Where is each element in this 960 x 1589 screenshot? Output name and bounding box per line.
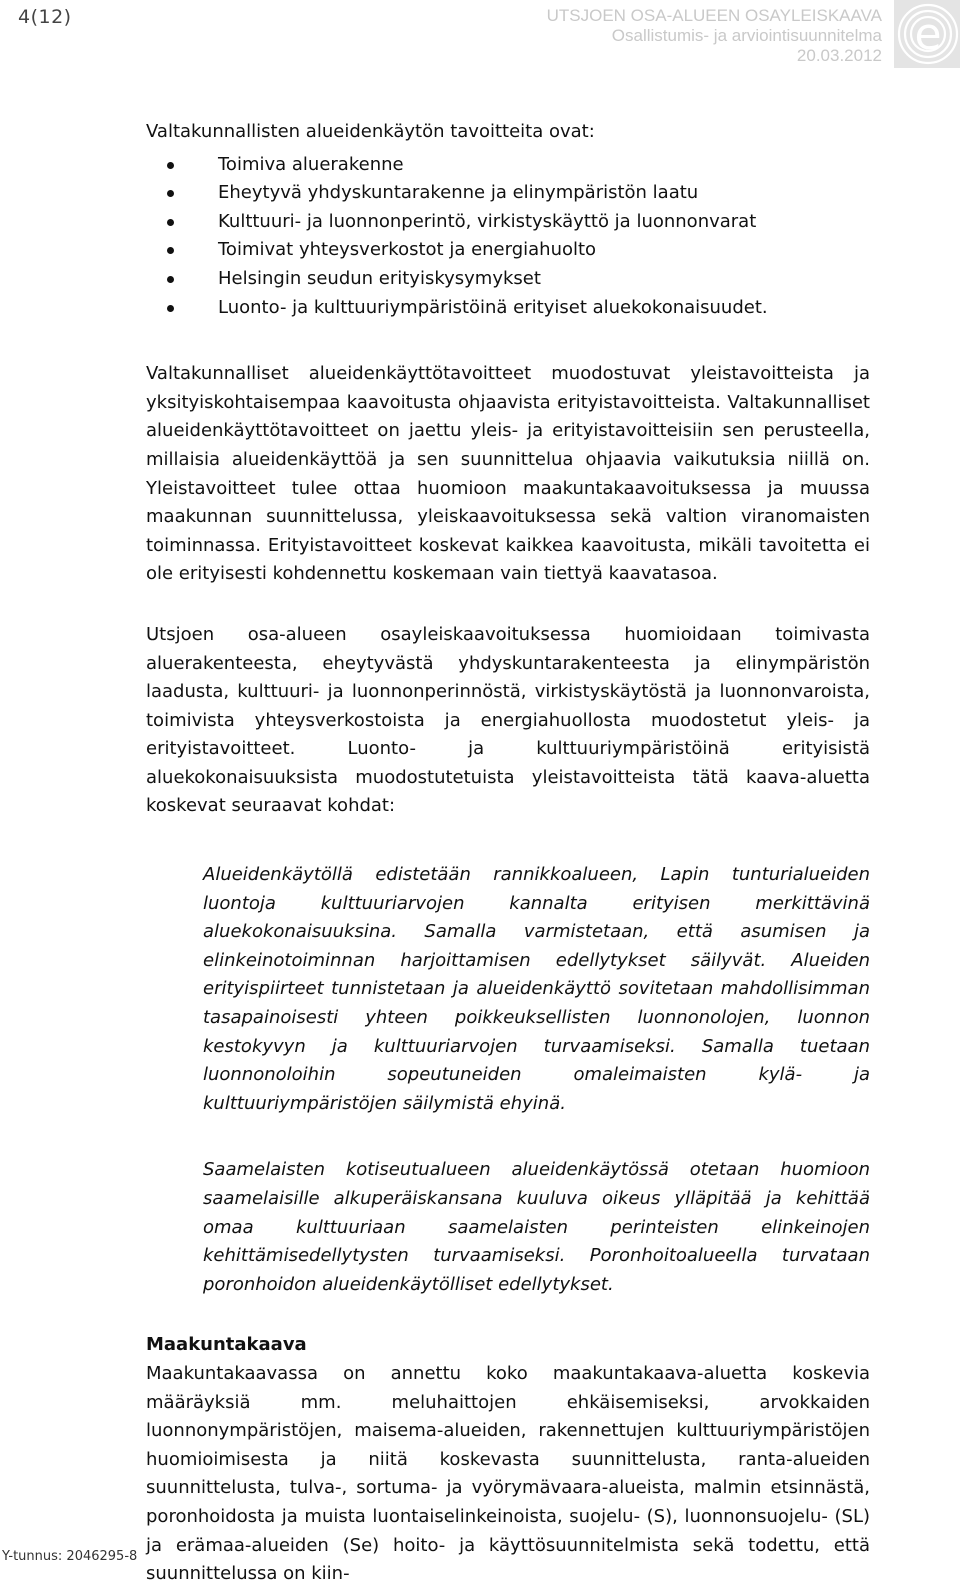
- paragraph-utsjoki-goals: Utsjoen osa-alueen osayleiskaavoituksessa huomioidaan toimivasta aluerakenteesta, eheytyvästä yhdyskuntarakenteesta ja elinympäristön laadusta, kulttuuri- ja luonnonperinnöstä, virkistyskäytöstä ja luonnonvaroista, toimivista yhteysverkostoista ja energiahuollosta muodostetut yleis- ja erityistavoitteet. Luonto- ja kulttuuriympäristöinä erityisistä aluekokonaisuuksista muodostutetuista yleistavoitteista tätä kaava-aluetta koskevat seuraavat kohdat:: [146, 623, 870, 817]
- list-item: Eheytyvä yhdyskuntarakenne ja elinympäristön laatu: [146, 179, 870, 208]
- section-heading: Maakuntakaava: [146, 1334, 307, 1356]
- goals-intro: Valtakunnallisten alueidenkäytön tavoitteita ovat:: [146, 121, 595, 142]
- document-date: 20.03.2012: [796, 46, 882, 65]
- page-number: 4(12): [18, 6, 72, 28]
- quote-lapland-areas: Alueidenkäytöllä edistetään rannikkoalueen, Lapin tunturialueiden luontoja kulttuuriarvojen kannalta erityisen merkittävinä aluekokonaisuuksina. Samalla varmistetaan, että asumisen ja elinkeinotoiminnan harjoittamisen edellytykset säilyvät. Alueiden erityispiirteet tunnistetaan ja alueidenkäyttö sovitetaan mahdollisimman tasapainoisesti yhteen poikkeuksellisten luonnonolojen, luonnon kestokyvyn ja kulttuuriarvojen turvaamiseksi. Samalla tuetaan luonnonoloihin sopeutuneiden omaleimaisten kylä- ja kulttuuriympäristöjen säilymistä ehyinä.: [203, 864, 870, 1114]
- list-item: Helsingin seudun erityiskysymykset: [146, 265, 870, 294]
- document-title: Osallistumis- ja arviointisuunnitelma: [611, 26, 882, 45]
- logo-letter: e: [914, 9, 942, 60]
- list-item: Toimivat yhteysverkostot ja energiahuolto: [146, 236, 870, 265]
- paragraph-regional-plan: Maakuntakaavassa on annettu koko maakuntakaava-aluetta koskevia määräyksiä mm. meluhaittojen ehkäisemiseksi, arvokkaiden luonnonympäristöjen, maisema-alueiden, rakennettujen kulttuuriympäristöjen huomioimisesta ja niitä koskevasta suunnittelusta, ranta-alueiden suunnittelusta, tulva-, sortuma- ja vyörymävaara-alueista, malmin etsinnästä, poronhoidosta ja muista luontaiselinkeinoista, suojelu- (S), luonnonsuojelu- (SL) ja erämaa-alueiden (Se) hoito- ja käyttösuunnitelmista sekä todettu, että suunnittelussa on kiin-: [146, 1362, 870, 1585]
- document-header: [547, 6, 882, 66]
- list-item: Luonto- ja kulttuuriympäristöinä erityiset aluekokonaisuudet.: [146, 294, 870, 323]
- project-title: UTSJOEN OSA-ALUEEN OSAYLEISKAAVA: [546, 6, 882, 25]
- list-item: Toimiva aluerakenne: [146, 151, 870, 180]
- list-item: Kulttuuri- ja luonnonperintö, virkistyskäyttö ja luonnonvarat: [146, 208, 870, 237]
- quote-sami-homeland: Saamelaisten kotiseutualueen alueidenkäytössä otetaan huomioon saamelaisille alkuperäiskansana kuuluva oikeus ylläpitää ja kehittää omaa kulttuuriaan saamelaisten perinteisten elinkeinojen kehittämisedellytysten turvaamiseksi. Poronhoitoalueella turvataan poronhoidon alueidenkäytölliset edellytykset.: [203, 1159, 870, 1295]
- document-body: [146, 118, 870, 1589]
- goals-list: [146, 151, 870, 323]
- paragraph-goals-explained: Valtakunnalliset alueidenkäyttötavoitteet muodostuvat yleistavoitteista ja yksityiskohtaisempaa kaavoitusta ohjaavista erityistavoitteista. Valtakunnalliset alueidenkäyttötavoitteet on jaettu yleis- ja erityistavoitteisiin sen perusteella, millaisia alueidenkäyttöä ja sen suunnittelua ohjaavia vaikutuksia niillä on. Yleistavoitteet tulee ottaa huomioon maakuntakaavoituksessa ja muussa maakunnan suunnittelussa, yleiskaavoituksessa sekä valtion viranomaisten toiminnassa. Erityistavoitteet koskevat kaikkea kaavoitusta, mikäli tavoitetta ei ole erityisesti kohdennettu koskemaan vain tiettyä kaavatasoa.: [146, 363, 870, 585]
- business-id: Y-tunnus: 2046295-8: [2, 1549, 138, 1564]
- company-logo-icon: [894, 0, 960, 68]
